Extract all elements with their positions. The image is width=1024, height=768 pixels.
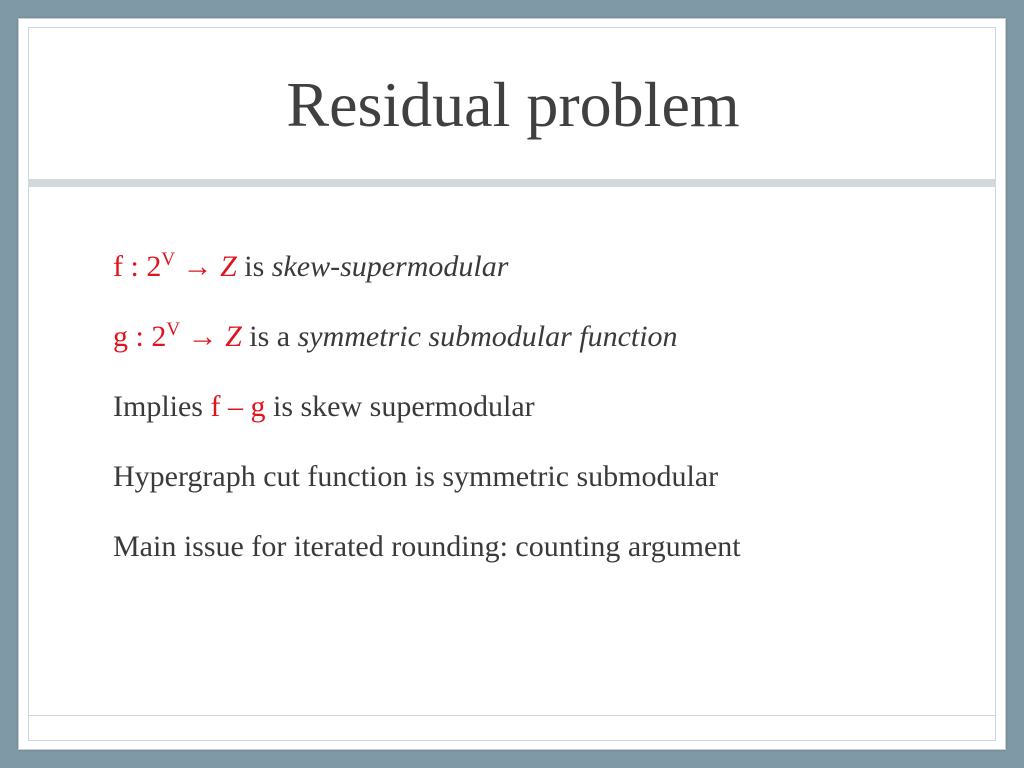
title-divider <box>28 179 996 187</box>
g-map-arrow: → <box>180 320 226 353</box>
footer-divider <box>28 715 996 716</box>
line-g-definition <box>113 315 973 385</box>
slide-title: Residual problem <box>286 69 740 140</box>
f-line-emphasis: skew-supermodular <box>271 250 509 283</box>
slide <box>18 18 1006 750</box>
implies-expression: f – g <box>210 390 266 423</box>
g-map-superscript: V <box>166 319 181 340</box>
line-hypergraph: Hypergraph cut function is symmetric submodular <box>113 460 719 493</box>
implies-prefix: Implies <box>113 390 211 423</box>
line-implies <box>113 385 973 455</box>
f-map-arrow: → <box>175 250 221 283</box>
f-map-superscript: V <box>161 249 176 270</box>
line-main-issue: Main issue for iterated rounding: counting argument <box>113 530 741 563</box>
g-map-prefix: g : 2 <box>113 320 167 353</box>
f-map-codomain: Z <box>220 250 237 283</box>
g-line-text: is a <box>241 320 298 353</box>
g-line-emphasis: symmetric submodular function <box>297 320 678 353</box>
g-map-codomain: Z <box>225 320 242 353</box>
slide-body <box>113 245 973 595</box>
implies-suffix: is skew supermodular <box>265 390 535 423</box>
f-line-text: is <box>236 250 272 283</box>
f-map-prefix: f : 2 <box>113 250 162 283</box>
line-f-definition <box>113 245 973 315</box>
